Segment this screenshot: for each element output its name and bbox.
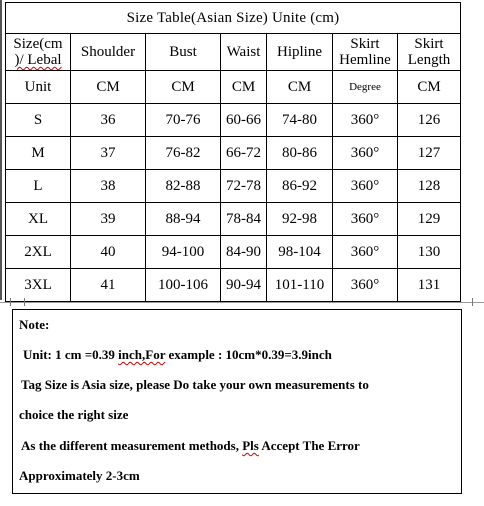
table-cell: 70-76 — [146, 104, 221, 137]
table-cell: 76-82 — [146, 137, 221, 170]
column-header-line: )/ Lebal — [14, 52, 62, 68]
note-unit-line: Unit: 1 cm =0.39 inch,For example : 10cm*0.39=3.9inch — [23, 347, 332, 362]
unit-cell: CM — [146, 71, 221, 104]
table-cell: 98-104 — [267, 236, 333, 269]
table-cell: 94-100 — [146, 236, 221, 269]
table-row — [6, 236, 461, 269]
unit-row — [6, 71, 461, 104]
table-cell: M — [6, 137, 71, 170]
note-tag-line-2: choice the right size — [19, 407, 129, 422]
table-cell: 38 — [71, 170, 146, 203]
table-cell: 360° — [333, 203, 398, 236]
note-heading: Note: — [19, 317, 50, 332]
table-cell: 74-80 — [267, 104, 333, 137]
table-cell: 92-98 — [267, 203, 333, 236]
section-divider — [0, 300, 484, 306]
table-row — [6, 104, 461, 137]
unit-cell: Unit — [6, 71, 71, 104]
table-cell: 360° — [333, 269, 398, 302]
table-row — [6, 269, 461, 302]
table-cell: 126 — [398, 104, 461, 137]
table-cell: 100-106 — [146, 269, 221, 302]
table-cell: 130 — [398, 236, 461, 269]
table-row — [6, 203, 461, 236]
table-cell: 86-92 — [267, 170, 333, 203]
table-cell: 360° — [333, 104, 398, 137]
table-cell: 36 — [71, 104, 146, 137]
table-title: Size Table(Asian Size) Unite (cm) — [6, 3, 461, 34]
note-error-line-2: Approximately 2-3cm — [19, 468, 140, 483]
divider-tick — [472, 298, 473, 306]
table-cell: 360° — [333, 137, 398, 170]
unit-cell: CM — [267, 71, 333, 104]
table-cell: 66-72 — [221, 137, 267, 170]
table-cell: 41 — [71, 269, 146, 302]
table-cell: 101-110 — [267, 269, 333, 302]
divider-line — [0, 302, 484, 303]
table-cell: S — [6, 104, 71, 137]
column-header — [6, 34, 71, 71]
table-cell: 60-66 — [221, 104, 267, 137]
table-cell: 84-90 — [221, 236, 267, 269]
column-header — [333, 34, 398, 71]
table-cell: 82-88 — [146, 170, 221, 203]
column-header — [221, 34, 267, 71]
divider-tick — [24, 298, 25, 306]
table-row — [6, 170, 461, 203]
size-table-container — [5, 2, 460, 302]
table-cell: XL — [6, 203, 71, 236]
left-edge-bar — [0, 0, 2, 300]
table-row — [6, 137, 461, 170]
note-tag-line-1: Tag Size is Asia size, please Do take your own measurements to — [21, 377, 369, 392]
size-rows — [6, 104, 461, 302]
table-cell: 72-78 — [221, 170, 267, 203]
table-cell: 131 — [398, 269, 461, 302]
table-cell: 40 — [71, 236, 146, 269]
spellcheck-word: inch,For — [118, 347, 166, 362]
table-cell: 80-86 — [267, 137, 333, 170]
table-cell: 3XL — [6, 269, 71, 302]
column-header-line: Hemline — [339, 52, 391, 68]
column-header-line: Skirt — [350, 36, 380, 52]
column-header-line: Bust — [169, 44, 197, 60]
table-cell: 360° — [333, 236, 398, 269]
column-header — [146, 34, 221, 71]
column-header-line: Size(cm — [13, 36, 63, 52]
table-cell: 78-84 — [221, 203, 267, 236]
table-cell: 90-94 — [221, 269, 267, 302]
table-cell: 37 — [71, 137, 146, 170]
divider-tick — [10, 298, 11, 306]
unit-cell: CM — [71, 71, 146, 104]
table-cell: 129 — [398, 203, 461, 236]
table-cell: 128 — [398, 170, 461, 203]
column-header-line: Shoulder — [80, 44, 136, 60]
header-row — [6, 34, 461, 71]
spellcheck-word: Pls — [242, 438, 259, 453]
table-cell: 2XL — [6, 236, 71, 269]
unit-cell: Degree — [333, 71, 398, 104]
table-cell: 39 — [71, 203, 146, 236]
column-header-line: Skirt — [414, 36, 444, 52]
note-error-line-1: As the different measurement methods, Pls Accept The Error — [21, 438, 360, 453]
column-header — [267, 34, 333, 71]
unit-cell: CM — [398, 71, 461, 104]
note-box — [12, 309, 462, 494]
column-header-line: Hipline — [277, 44, 322, 60]
table-cell: 88-94 — [146, 203, 221, 236]
unit-cell: CM — [221, 71, 267, 104]
table-cell: 127 — [398, 137, 461, 170]
column-header — [71, 34, 146, 71]
column-header — [398, 34, 461, 71]
table-cell: L — [6, 170, 71, 203]
column-header-line: Length — [407, 52, 451, 68]
column-header-line: Waist — [226, 44, 261, 60]
size-table — [5, 2, 461, 302]
table-cell: 360° — [333, 170, 398, 203]
